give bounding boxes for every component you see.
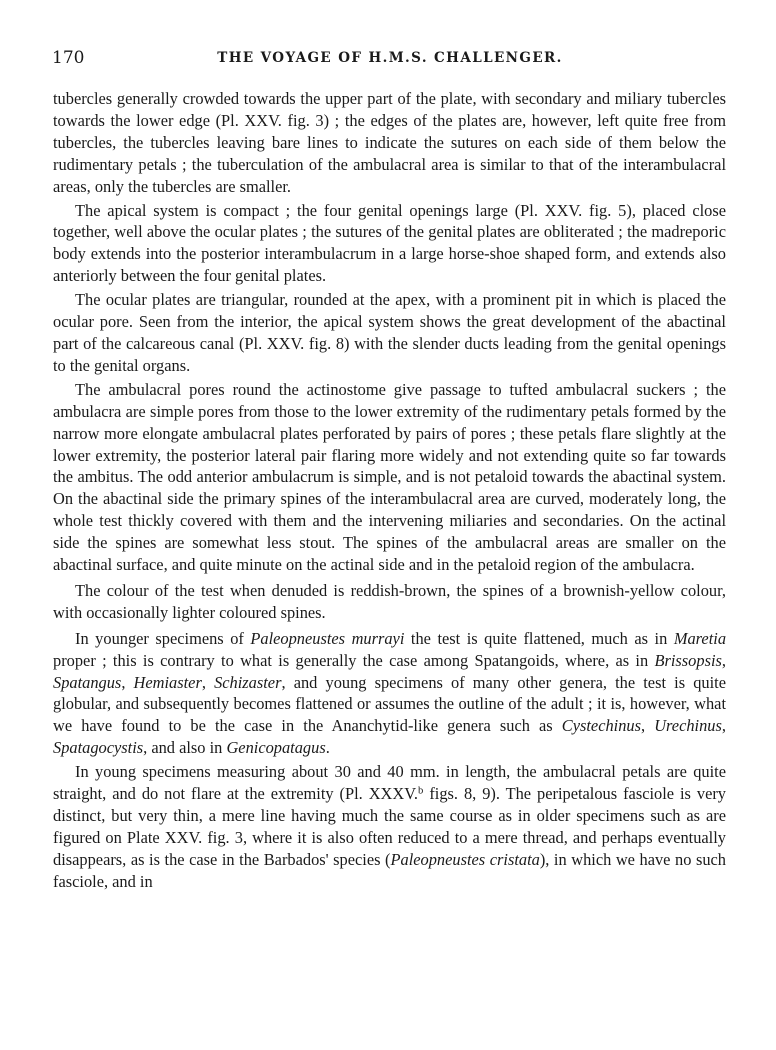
text-run: In young specimens measuring about 30 and 40 mm. in length, the ambulacral petals are quite straight, and do not flare at the extremity (Pl. XXXV. xyxy=(53,762,726,804)
italic-term: Spatagocystis xyxy=(53,738,144,758)
italic-term: Cystechinus xyxy=(561,716,641,736)
running-title: THE VOYAGE OF H.M.S. CHALLENGER. xyxy=(217,50,563,66)
italic-term: Schizaster xyxy=(214,672,282,692)
text-run: The ocular plates are triangular, rounded at the apex, with a prominent pit in which is placed the ocular pore. Seen from the interior, the apical system shows the great development of the abactinal part of the calcareous canal (Pl. XXV. fig. 8) with the slender ducts leading from the genital openings to the genital organs. xyxy=(53,290,726,375)
text-run: The colour of the test when denuded is reddish-brown, the spines of a brownish-yellow colour, with occasionally lighter coloured spines. xyxy=(53,580,726,622)
italic-term: Genicopatagus xyxy=(226,738,326,758)
text-run: . xyxy=(325,738,330,758)
text-run: The ambulacral pores round the actinostome give passage to tufted ambulacral suckers ; the ambulacra are simple pores from those to the lower extremity of the rudimentary petals formed by the narrow more elongate ambulacral plates perforated by pairs of pores ; these petals flare slightly at the lower extremity, the posterior lateral pair flaring more widely and not extending quite so far towards the ambitus. The odd anterior ambulacrum is simple, and is not petaloid towards the abactinal system. On the abactinal side the primary spines of the interambulacral area are curved, moderately long, the whole test thickly covered with them and the intervening miliaries and secondaries. On the actinal side the spines are somewhat less stout. The spines of the ambulacral areas are smaller on the abactinal surface, and quite minute on the actinal side and in the petaloid region of the ambulacra. xyxy=(53,379,726,575)
paragraph xyxy=(53,628,726,759)
text-run: the test is quite flattened, much as in xyxy=(404,628,674,648)
paragraph xyxy=(53,580,726,624)
body-text xyxy=(53,88,726,893)
italic-term: Maretia xyxy=(673,628,727,648)
text-run: , and also in xyxy=(143,738,227,758)
text-run: The apical system is compact ; the four genital openings large (Pl. XXV. fig. 5), placed close together, well above the ocular plates ; the sutures of the genital plates are obliterated ; the madreporic body extends into the posterior interambulacrum in a large horse-shoe shaped form, and extends also anteriorly between the four genital plates. xyxy=(53,200,726,286)
paragraph xyxy=(53,379,726,576)
text-run: , xyxy=(721,716,726,736)
text-run: , xyxy=(201,672,215,692)
text-run: figs. 8, 9). The peripetalous fasciole is very distinct, but very thin, a mere line having much the same course as in older specimens such as are figured on Plate XXV. fig. 3, where it is also often reduced to a mere thread, and perhaps eventually disappears, as is the case in the Barbados' species ( xyxy=(53,784,726,869)
superscript: b xyxy=(418,785,424,797)
text-run: , xyxy=(121,672,134,692)
text-run: , xyxy=(721,650,726,670)
paragraph xyxy=(53,761,726,892)
text-run: In younger specimens of xyxy=(75,628,251,648)
paragraph xyxy=(53,88,726,198)
page-number: 170 xyxy=(52,48,85,68)
italic-term: Hemiaster xyxy=(133,672,202,692)
italic-term: Paleopneustes cristata xyxy=(390,849,540,869)
text-run: , and young specimens of many other genera, the test is quite globular, and subsequently becomes flattened or assumes the outline of the adult ; it is, however, what we have found to be the case in the Ananchytid-like genera such as xyxy=(53,672,726,736)
paragraph xyxy=(53,200,726,288)
italic-term: Brissopsis xyxy=(654,650,722,670)
text-run: , xyxy=(641,716,655,736)
page-header xyxy=(52,48,728,70)
italic-term: Urechinus xyxy=(654,716,722,736)
italic-term: Paleopneustes murrayi xyxy=(250,628,405,648)
paragraph xyxy=(53,289,726,377)
italic-term: Spatangus xyxy=(53,672,122,692)
text-run: ), in which we have no such fasciole, and in xyxy=(53,849,726,891)
text-run: proper ; this is contrary to what is generally the case among Spatangoids, where, as in xyxy=(53,650,655,670)
text-run: tubercles generally crowded towards the upper part of the plate, with secondary and miliary tubercles towards the lower edge (Pl. XXV. fig. 3) ; the edges of the plates are, however, left quite free from tubercles, the tubercles leaving bare lines to indicate the sutures on each side of them below the rudimentary petals ; the tuberculation of the ambulacral area is similar to that of the interambulacral areas, only the tubercles are smaller. xyxy=(53,89,726,196)
